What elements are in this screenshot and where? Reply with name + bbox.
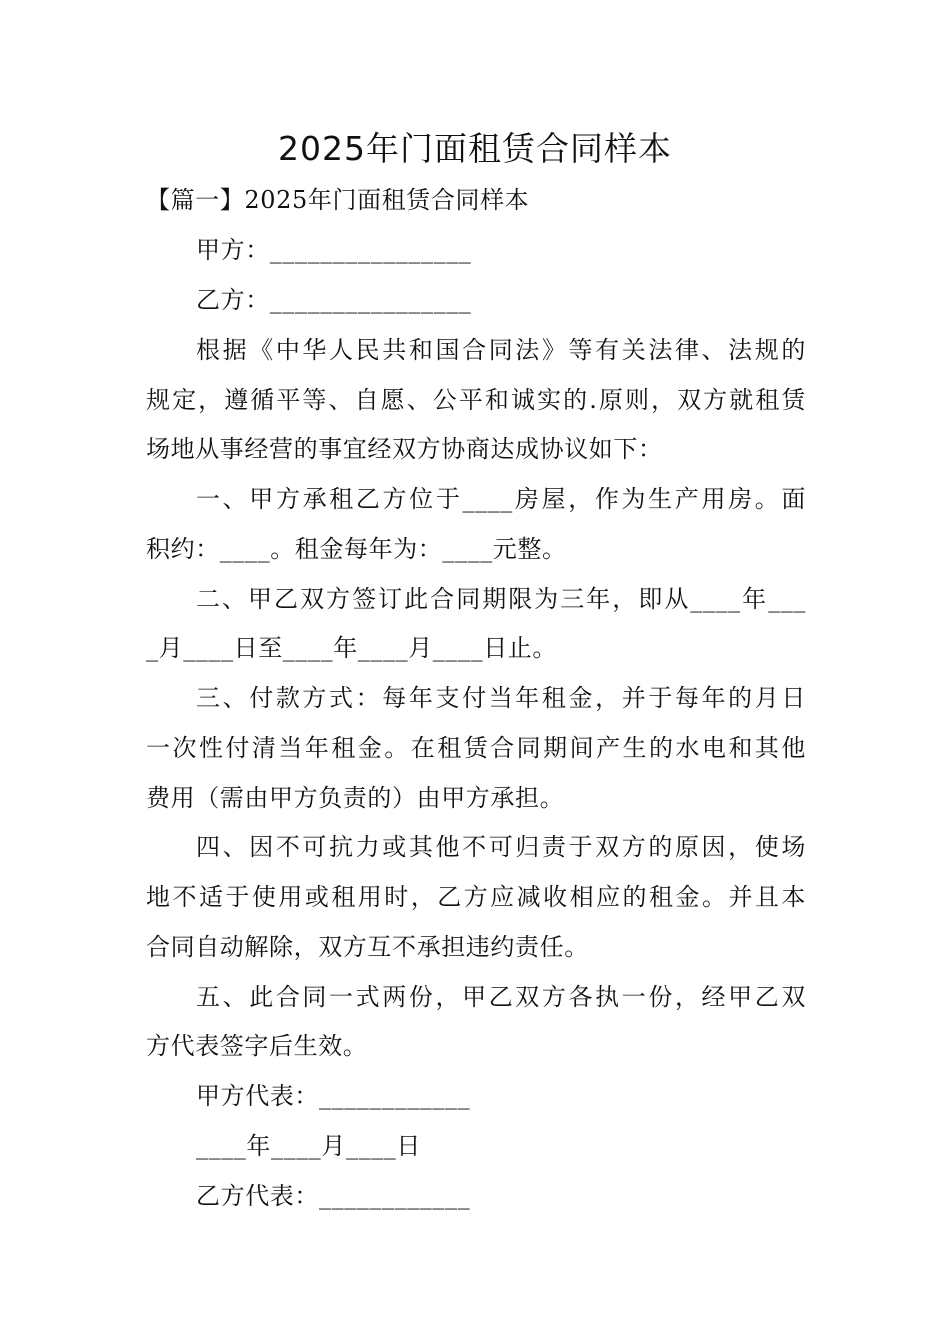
clause-4-line: 地不适于使用或租用时，乙方应减收相应的租金。并且本 <box>146 883 806 911</box>
clause-1-line: 积约：____。租金每年为：____元整。 <box>146 535 567 563</box>
clause-3-line: 费用（需由甲方负责的）由甲方承担。 <box>146 784 565 812</box>
paragraph-line: 规定，遵循平等、自愿、公平和诚实的.原则，双方就租赁 <box>146 386 806 414</box>
clause-5-line: 方代表签字后生效。 <box>146 1032 368 1060</box>
clause-1-line: 一、甲方承租乙方位于____房屋，作为生产用房。面 <box>196 485 806 513</box>
clause-3-line: 三、付款方式：每年支付当年租金，并于每年的月日 <box>196 684 806 712</box>
clause-2-line: 二、甲乙双方签订此合同期限为三年，即从____年___ <box>196 585 806 613</box>
section-heading: 【篇一】2025年门面租赁合同样本 <box>146 186 530 214</box>
clause-4-line: 合同自动解除，双方互不承担违约责任。 <box>146 933 589 961</box>
clause-4-line: 四、因不可抗力或其他不可归责于双方的原因，使场 <box>196 833 806 861</box>
paragraph-line: 根据《中华人民共和国合同法》等有关法律、法规的 <box>196 336 806 364</box>
party-b-representative-field: 乙方代表：____________ <box>196 1182 471 1210</box>
date-field: ____年____月____日 <box>196 1132 421 1160</box>
document-title: 2025年门面租赁合同样本 <box>278 129 672 168</box>
party-b-field: 乙方：________________ <box>196 286 472 314</box>
clause-5-line: 五、此合同一式两份，甲乙双方各执一份，经甲乙双 <box>196 983 806 1011</box>
paragraph-line: 场地从事经营的事宜经双方协商达成协议如下： <box>146 435 663 463</box>
clause-2-line: _月____日至____年____月____日止。 <box>146 634 557 662</box>
clause-3-line: 一次性付清当年租金。在租赁合同期间产生的水电和其他 <box>146 734 806 762</box>
party-a-representative-field: 甲方代表：____________ <box>196 1082 471 1110</box>
party-a-field: 甲方：________________ <box>196 236 472 264</box>
